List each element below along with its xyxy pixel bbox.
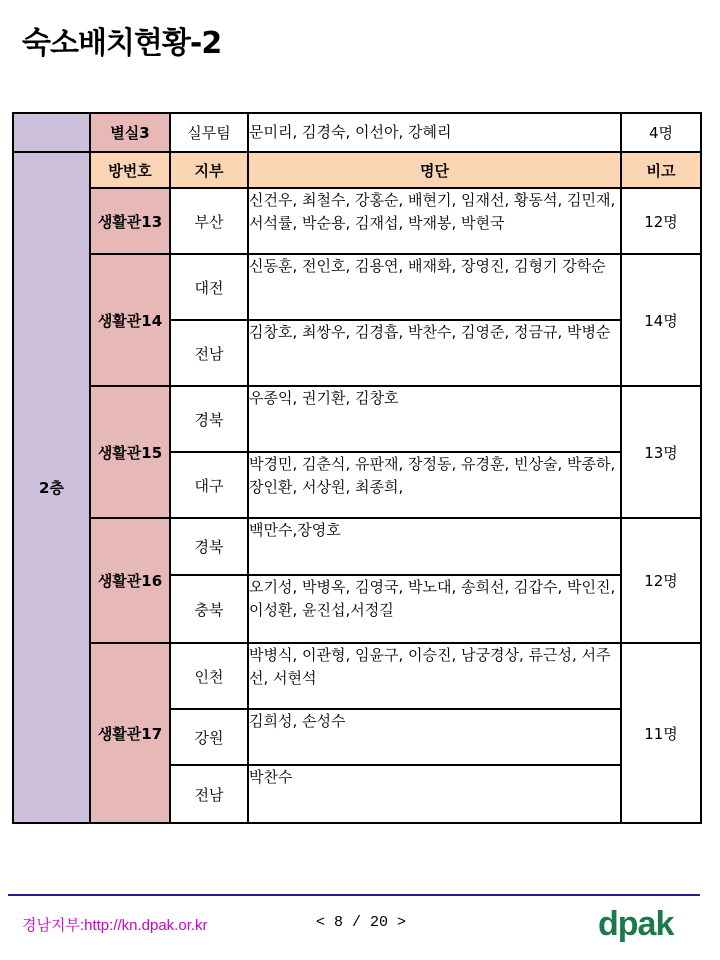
branch-cell: 전남: [170, 320, 248, 386]
table-row: [13, 518, 701, 575]
names-cell: 김창호, 최쌍우, 김경흡, 박찬수, 김영준, 정금규, 박병순: [248, 320, 621, 386]
room-cell: 생활관14: [90, 254, 170, 386]
room-cell: 별실3: [90, 113, 170, 152]
header-branch: 지부: [170, 152, 248, 188]
branch-cell: 인천: [170, 643, 248, 709]
note-cell: 11명: [621, 643, 701, 823]
branch-cell: 충북: [170, 575, 248, 643]
branch-cell: 경북: [170, 518, 248, 575]
header-note: 비고: [621, 152, 701, 188]
page-indicator: < 8 / 20 >: [316, 914, 407, 931]
names-cell: 백만수,장영호: [248, 518, 621, 575]
names-cell: 김희성, 손성수: [248, 709, 621, 765]
header-names: 명단: [248, 152, 621, 188]
branch-cell: 대전: [170, 254, 248, 320]
header-row: [13, 152, 701, 188]
floor-cell-empty: [13, 113, 90, 152]
names-cell: 박경민, 김춘식, 유판재, 장정동, 유경훈, 빈상술, 박종하, 장인환, 서상원, 최종희,: [248, 452, 621, 518]
room-cell: 생활관16: [90, 518, 170, 643]
names-cell: 박찬수: [248, 765, 621, 823]
footer-divider: [8, 894, 700, 896]
footer-url-link[interactable]: 경남지부:http://kn.dpak.or.kr: [22, 917, 208, 934]
note-cell: 13명: [621, 386, 701, 518]
table-row: [13, 643, 701, 709]
note-cell: 12명: [621, 188, 701, 254]
names-cell: 우종익, 권기환, 김창호: [248, 386, 621, 452]
room-cell: 생활관15: [90, 386, 170, 518]
header-room: 방번호: [90, 152, 170, 188]
table-row: [13, 188, 701, 254]
branch-cell: 경북: [170, 386, 248, 452]
branch-cell: 부산: [170, 188, 248, 254]
dpak-logo: dpak: [598, 905, 674, 943]
names-cell: 문미리, 김경숙, 이선아, 강혜리: [248, 113, 621, 152]
branch-cell: 실무팀: [170, 113, 248, 152]
page-title: 숙소배치현황-2: [22, 26, 222, 61]
lodging-table: [12, 112, 702, 824]
note-cell: 12명: [621, 518, 701, 643]
table-row: [13, 254, 701, 320]
note-cell: 14명: [621, 254, 701, 386]
branch-cell: 강원: [170, 709, 248, 765]
room-cell: 생활관17: [90, 643, 170, 823]
note-cell: 4명: [621, 113, 701, 152]
floor-cell: 2층: [13, 152, 90, 823]
names-cell: 박병식, 이관형, 임윤구, 이승진, 남궁경상, 류근성, 서주선, 서현석: [248, 643, 621, 709]
branch-cell: 전남: [170, 765, 248, 823]
names-cell: 신동훈, 전인호, 김용연, 배재화, 장영진, 김형기 강학순: [248, 254, 621, 320]
table-row: [13, 386, 701, 452]
annex-row: [13, 113, 701, 152]
branch-cell: 대구: [170, 452, 248, 518]
names-cell: 신건우, 최철수, 강홍순, 배현기, 임재선, 황동석, 김민재, 서석률, 박순용, 김재섭, 박재봉, 박현국: [248, 188, 621, 254]
room-cell: 생활관13: [90, 188, 170, 254]
names-cell: 오기성, 박병옥, 김영국, 박노대, 송희선, 김갑수, 박인진, 이성환, 윤진섭,서정길: [248, 575, 621, 643]
